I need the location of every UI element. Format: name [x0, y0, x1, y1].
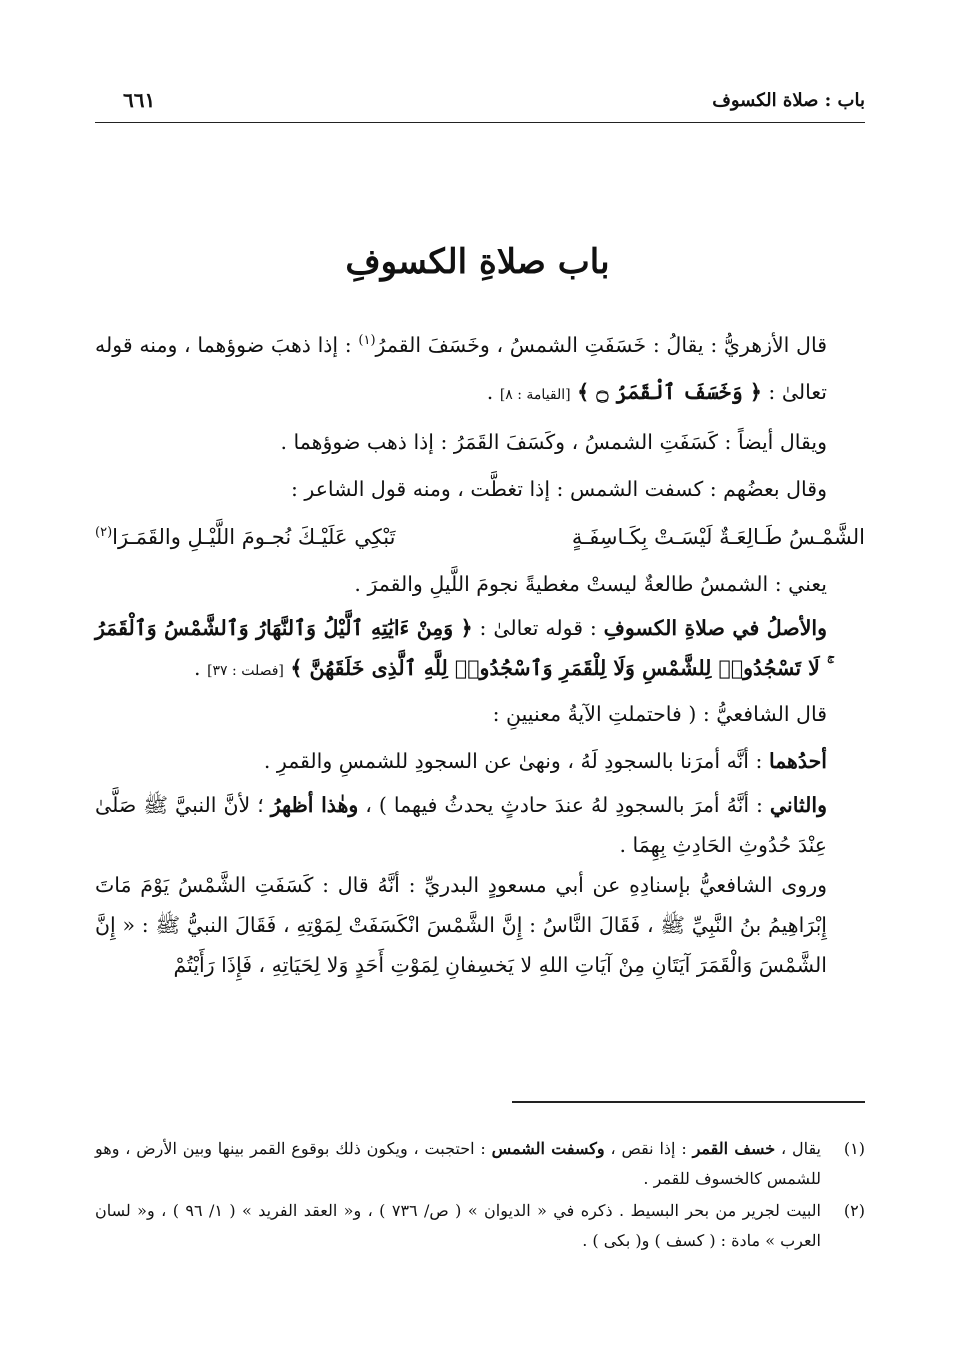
paragraph-4: يعني : الشمسُ طالعةٌ ليستْ مغطيةً نجومَ اللَّيلِ والقمرَ .	[354, 572, 827, 596]
footnote-divider	[512, 1101, 865, 1103]
poem-verse	[95, 513, 865, 561]
footnote-2	[95, 1196, 865, 1256]
footnote-number: (٢)	[843, 1201, 865, 1220]
quran-verse: ﴿ وَخَسَفَ ٱلْقَمَرُ ۝ ﴾	[577, 380, 762, 404]
footnote-text: البيت لجرير من بحر البسيط . ذكره في « الديوان » ( ص/ ٧٣٦ ) ، و« العقد الفريد » ( ١/ ٩٦ ) ، و« لسان العرب » مادة : ( كسف ) و( بكى ) .	[95, 1201, 822, 1250]
paragraph-7: أحدُهما : أنَّه أمرَنا بالسجودِ لَهُ ، ونهىٰ عن السجودِ للشمسِ والقمرِ .	[263, 749, 827, 773]
page-number: ٦٦١	[123, 88, 156, 112]
verse-reference: [فصلت : ٣٧]	[207, 663, 284, 679]
paragraph-1: قال الأزهريُّ : يقالُ : خَسَفَتِ الشمسُ ، وخَسَفَ القمرُ$^{(١)}$ : إذا ذهبَ ضوؤهما ، ومنه قوله تعالىٰ : ﴿ وَخَسَفَ ٱلْقَمَرُ ۝ ﴾ [القيامة : ٨] .	[95, 333, 827, 404]
verse-reference: [القيامة : ٨]	[499, 387, 571, 403]
paragraph-6: قال الشافعيُّ : ( فاحتملتِ الآيةُ معنيينِ :	[492, 702, 827, 726]
page-header	[95, 86, 865, 123]
paragraph-8: والثاني : أنَّهُ أمرَ بالسجودِ لهُ عندَ حادثٍ يحدثُ فيهما ) ، وهٰذا أظهرُ ؛ لأنَّ النبيَّ ﷺ صَلَّىٰ عِنْدَ حُدُوثِ الحَادِثِ بِهِمَا .	[95, 793, 827, 857]
footnote-marker-2: (٢)	[95, 525, 113, 540]
paragraph-2: ويقال أيضاً : كَسَفَتِ الشمسُ ، وكَسَفَ القَمَرُ : إذا ذهب ضوؤهما .	[280, 430, 827, 454]
quran-verse: ﴿ وَمِنْ ءَايَٰتِهِ ٱلَّيْلُ وَٱلنَّهَارُ وَٱلشَّمْسُ وَٱلْقَمَرُ ۚ لَا تَسْجُدُوا۟ لِلشَّمْسِ وَلَا لِلْقَمَرِ وَٱسْجُدُوا۟ لِلَّهِ ٱلَّذِى خَلَقَهُنَّ ﴾	[95, 616, 827, 680]
footnote-marker-1: (١)	[358, 333, 376, 349]
paragraph-5: والأصلُ في صلاةِ الكسوفِ : قوله تعالىٰ : ﴿ وَمِنْ ءَايَٰتِهِ ٱلَّيْلُ وَٱلنَّهَارُ وَٱلشَّمْسُ وَٱلْقَمَرُ ۚ لَا تَسْجُدُوا۟ لِلشَّمْسِ وَلَا لِلْقَمَرِ وَٱسْجُدُوا۟ لِلَّهِ ٱلَّذِى خَلَقَهُنَّ ﴾ [فصلت : ٣٧] .	[95, 616, 827, 680]
footnote-text: يقال ، خسف القمر : إذا نقص ، وكسفت الشمس : احتجبت ، ويكون ذلك بوقوع القمر بينها وبين الأرض ، وهو للشمس كالخسوف للقمر .	[95, 1139, 821, 1188]
footnotes	[95, 1134, 865, 1258]
poem-second-hemistich: تَبْكِي عَلَيْـكَ نُجـومَ اللَّيْـلِ والقَمَـرَا	[112, 525, 396, 549]
footnote-1	[95, 1134, 865, 1194]
main-text	[95, 322, 865, 985]
chapter-title: باب صلاةِ الكسوفِ	[345, 242, 610, 282]
paragraph-3: وقال بعضُهم : كسفت الشمس : إذا تغطَّت ، ومنه قول الشاعر :	[290, 477, 827, 501]
poem-first-hemistich: الشَّمْـسُ طَـالِعَـةٌ لَيْسَـتْ بِكَـاسِفَـةٍ	[571, 525, 865, 549]
running-title: باب : صلاة الكسوف	[712, 90, 865, 111]
footnote-number: (١)	[843, 1139, 865, 1158]
paragraph-9: وروى الشافعيُّ بإسنادِهِ عن أبي مسعودٍ البدريِّ : أنَّهُ قال : كَسَفَتِ الشَّمْسُ يَوْمَ مَاتَ إِبْرَاهِيمُ بنُ النَّبِيِّ ﷺ ، فَقَالَ النَّاسُ : إِنَّ الشَّمْسَ انْكَسَفَتْ لِمَوْتِهِ ، فَقَالَ النبيُّ ﷺ : « إِنَّ الشَّمْسَ وَالْقَمَرَ آيَتَانِ مِنْ آيَاتِ اللهِ لا يَخسِفانِ لِمَوْتِ أَحَدٍ وَلا لِحَيَاتِهِ ، فَإِذَا رَأَيْتُمْ	[95, 873, 827, 977]
poem-second-hemistich-wrap	[95, 513, 396, 561]
